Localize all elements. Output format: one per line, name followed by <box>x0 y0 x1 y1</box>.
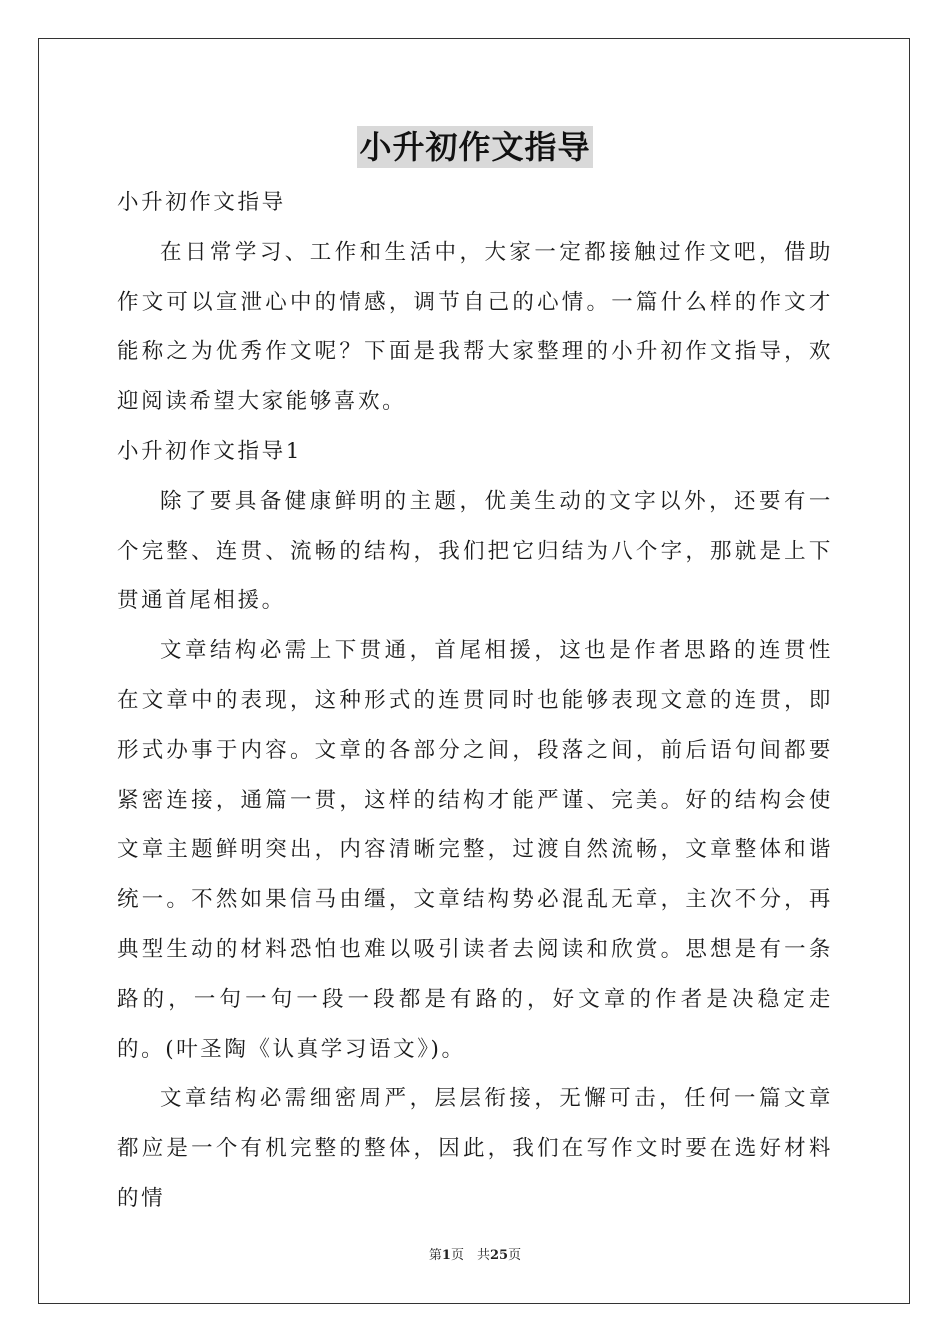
page-mid: 页 共 <box>450 1248 490 1263</box>
paragraph: 小升初作文指导 <box>117 190 286 215</box>
title-container <box>0 126 950 168</box>
paragraph: 小升初作文指导1 <box>117 438 302 464</box>
page-footer <box>0 1246 950 1266</box>
document-body <box>117 178 833 1224</box>
paragraph: 文章结构必需上下贯通，首尾相援，这也是作者思路的连贯性在文章中的表现，这种形式的连贯同时也能够表现文意的连贯，即形式办事于内容。文章的各部分之间，段落之间，前后语句间都要紧密连接，通篇一贯，这样的结构才能严谨、完美。好的结构会使文章主题鲜明突出，内容清晰完整，过渡自然流畅，文章整体和谐统一。不然如果信马由缰，文章结构势必混乱无章，主次不分，再典型生动的材料恐怕也难以吸引读者去阅读和欣赏。思想是有一条路的，一句一句一段一段都是有路的，好文章的作者是决稳定走的。(叶圣陶《认真学习语文》)。 <box>117 638 833 1062</box>
page-current: 1 <box>441 1248 451 1263</box>
paragraph: 在日常学习、工作和生活中，大家一定都接触过作文吧，借助作文可以宣泄心中的情感，调节自己的心情。一篇什么样的作文才能称之为优秀作文呢？下面是我帮大家整理的小升初作文指导，欢迎阅读希望大家能够喜欢。 <box>117 239 833 415</box>
page-total: 25 <box>489 1248 509 1263</box>
page-prefix: 第 <box>428 1248 442 1263</box>
paragraph: 除了要具备健康鲜明的主题，优美生动的文字以外，还要有一个完整、连贯、流畅的结构，我们把它归结为八个字，那就是上下贯通首尾相援。 <box>117 488 833 614</box>
document-title: 小升初作文指导 <box>359 128 591 166</box>
page-suffix: 页 <box>508 1248 522 1263</box>
paragraph: 文章结构必需细密周严，层层衔接，无懈可击，任何一篇文章都应是一个有机完整的整体，因此，我们在写作文时要在选好材料的情 <box>117 1086 833 1211</box>
